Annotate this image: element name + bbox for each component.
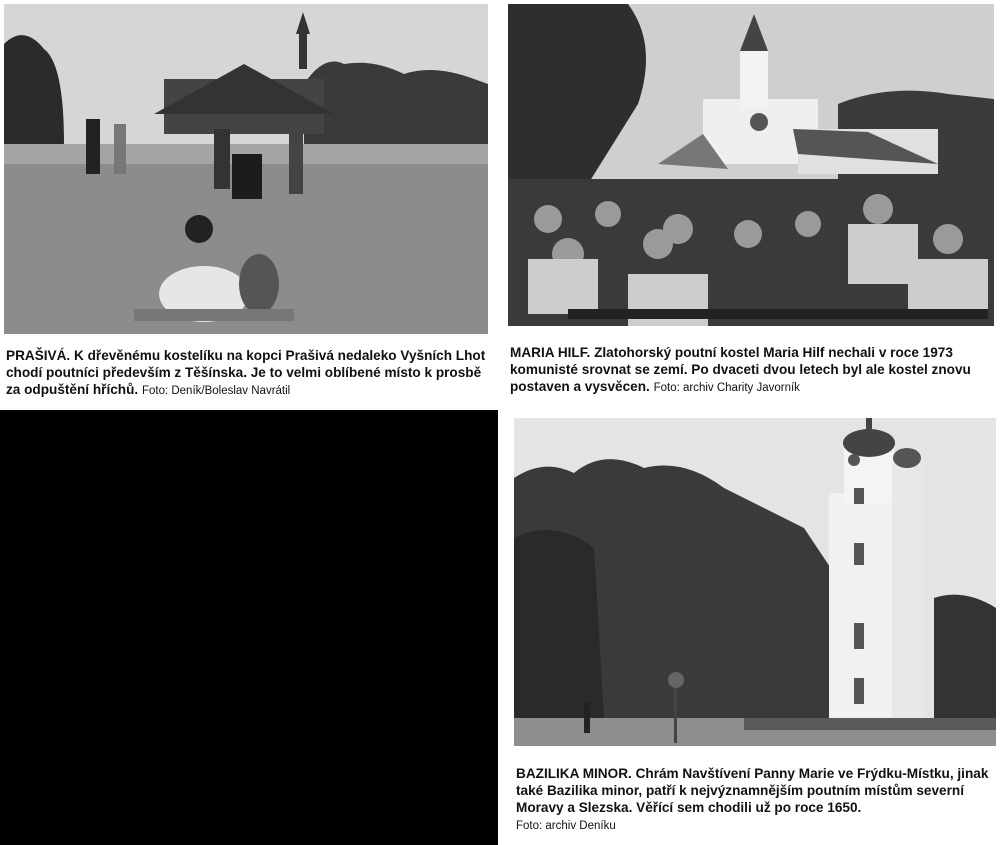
maria-hilf-caption	[510, 344, 996, 397]
blank-area	[0, 410, 498, 845]
bazilika-photo	[514, 418, 996, 746]
maria-hilf-heading: MARIA HILF.	[510, 345, 591, 360]
prasiva-credit: Foto: Deník/Boleslav Navrátil	[141, 385, 291, 397]
maria-hilf-text: Zlatohorský poutní kostel Maria Hilf nechali v roce 1973 komunisté srovnat se zemí. Po dvaceti dvou letech byl ale kostel znovu postaven a vysvěcen.	[510, 345, 971, 394]
maria-hilf-credit: Foto: archiv Charity Javorník	[653, 382, 800, 394]
prasiva-text: K dřevěnému kostelíku na kopci Prašivá nedaleko Vyšních Lhot chodí poutníci především z Těšínska. Je to velmi oblíbené místo k prosbě za odpuštění hříchů.	[6, 348, 486, 397]
prasiva-caption	[6, 347, 490, 400]
prasiva-heading: PRAŠIVÁ.	[6, 348, 71, 363]
bazilika-text: Chrám Navštívení Panny Marie ve Frýdku-Místku, jinak také Bazilika minor, patří k nejvýznamnějším poutním místům severní Moravy a Slezska. Věřící sem chodili už po roce 1650.	[516, 766, 989, 815]
bazilika-caption	[516, 765, 998, 835]
prasiva-photo	[4, 4, 488, 334]
bazilika-heading: BAZILIKA MINOR.	[516, 766, 632, 781]
maria-hilf-photo	[508, 4, 994, 326]
bazilika-credit: Foto: archiv Deníku	[516, 820, 616, 832]
